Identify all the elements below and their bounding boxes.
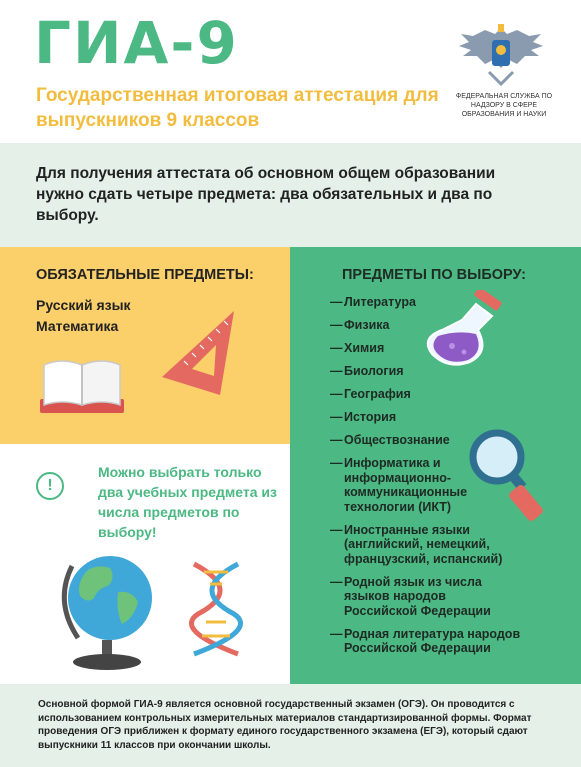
footer [0,684,581,767]
list-item: — Иностранные языки (английский, немецкий, французский, испанский) [330,522,503,566]
dash-bullet-icon: — [330,295,343,309]
dash-bullet-icon: — [330,364,343,378]
list-item: — Биология [330,364,404,378]
list-item: Русский язык [36,297,131,313]
dash-bullet-icon: — [330,387,343,401]
dash-bullet-icon: — [330,522,343,537]
dash-bullet-icon: — [330,433,343,447]
dash-bullet-icon: — [330,626,343,641]
list-item: — Родной язык из числа языков народов Российской Федерации [330,574,491,618]
note-text: Можно выбрать только два учебных предмета из числа предметов по выбору! [98,464,277,540]
exclamation-icon: ! [36,472,64,500]
header [0,0,581,143]
note-panel [0,444,290,684]
intro-band [0,143,581,247]
list-item: — География [330,387,411,401]
dash-bullet-icon: — [330,456,343,470]
elective-subjects-title: ПРЕДМЕТЫ ПО ВЫБОРУ: [342,267,526,283]
list-item: — Литература [330,295,416,309]
magnifier-icon [465,425,547,525]
globe-icon [58,546,158,674]
list-item: — Информатика и информационно-коммуникационные технологии (ИКТ) [330,456,468,514]
page-subtitle: Государственная итоговая аттестация для выпускников 9 классов [36,85,439,131]
list-item: Математика [36,318,119,334]
dash-bullet-icon: — [330,318,343,332]
agency-name: ФЕДЕРАЛЬНАЯ СЛУЖБА ПО НАДЗОРУ В СФЕРЕ ОБРАЗОВАНИЯ И НАУКИ [455,93,553,118]
list-item: — Физика [330,318,390,332]
dash-bullet-icon: — [330,574,343,589]
footer-text: Основной формой ГИА-9 является основной государственный экзамен (ОГЭ). Он проводится с использованием контрольных измерительных материалов стандартизированной формы. Формат проведения ОГЭ приближен к формату единого государственного экзамена (ЕГЭ), который сдают выпускники 11 классов при окончании школы. [38,699,532,751]
required-subjects-list [36,295,131,337]
dash-bullet-icon: — [330,410,343,424]
list-item: — Обществознание [330,433,450,447]
chemistry-flask-icon [418,290,516,370]
triangle-ruler-icon [158,307,240,399]
list-item: — Родная литература народов Российской Федерации [330,626,521,655]
intro-text: Для получения аттестата об основном общем образовании нужно сдать четыре предмета: два обязательных и два по выбору. [36,165,496,224]
dna-icon [180,560,252,658]
required-subjects-title: ОБЯЗАТЕЛЬНЫЕ ПРЕДМЕТЫ: [36,267,254,283]
dash-bullet-icon: — [330,341,343,355]
page-title: ГИА-9 [34,9,239,77]
eagle-emblem-icon [455,20,547,90]
required-subjects-panel [0,247,290,444]
list-item: — История [330,410,397,424]
list-item: — Химия [330,341,385,355]
open-book-icon [36,355,128,419]
